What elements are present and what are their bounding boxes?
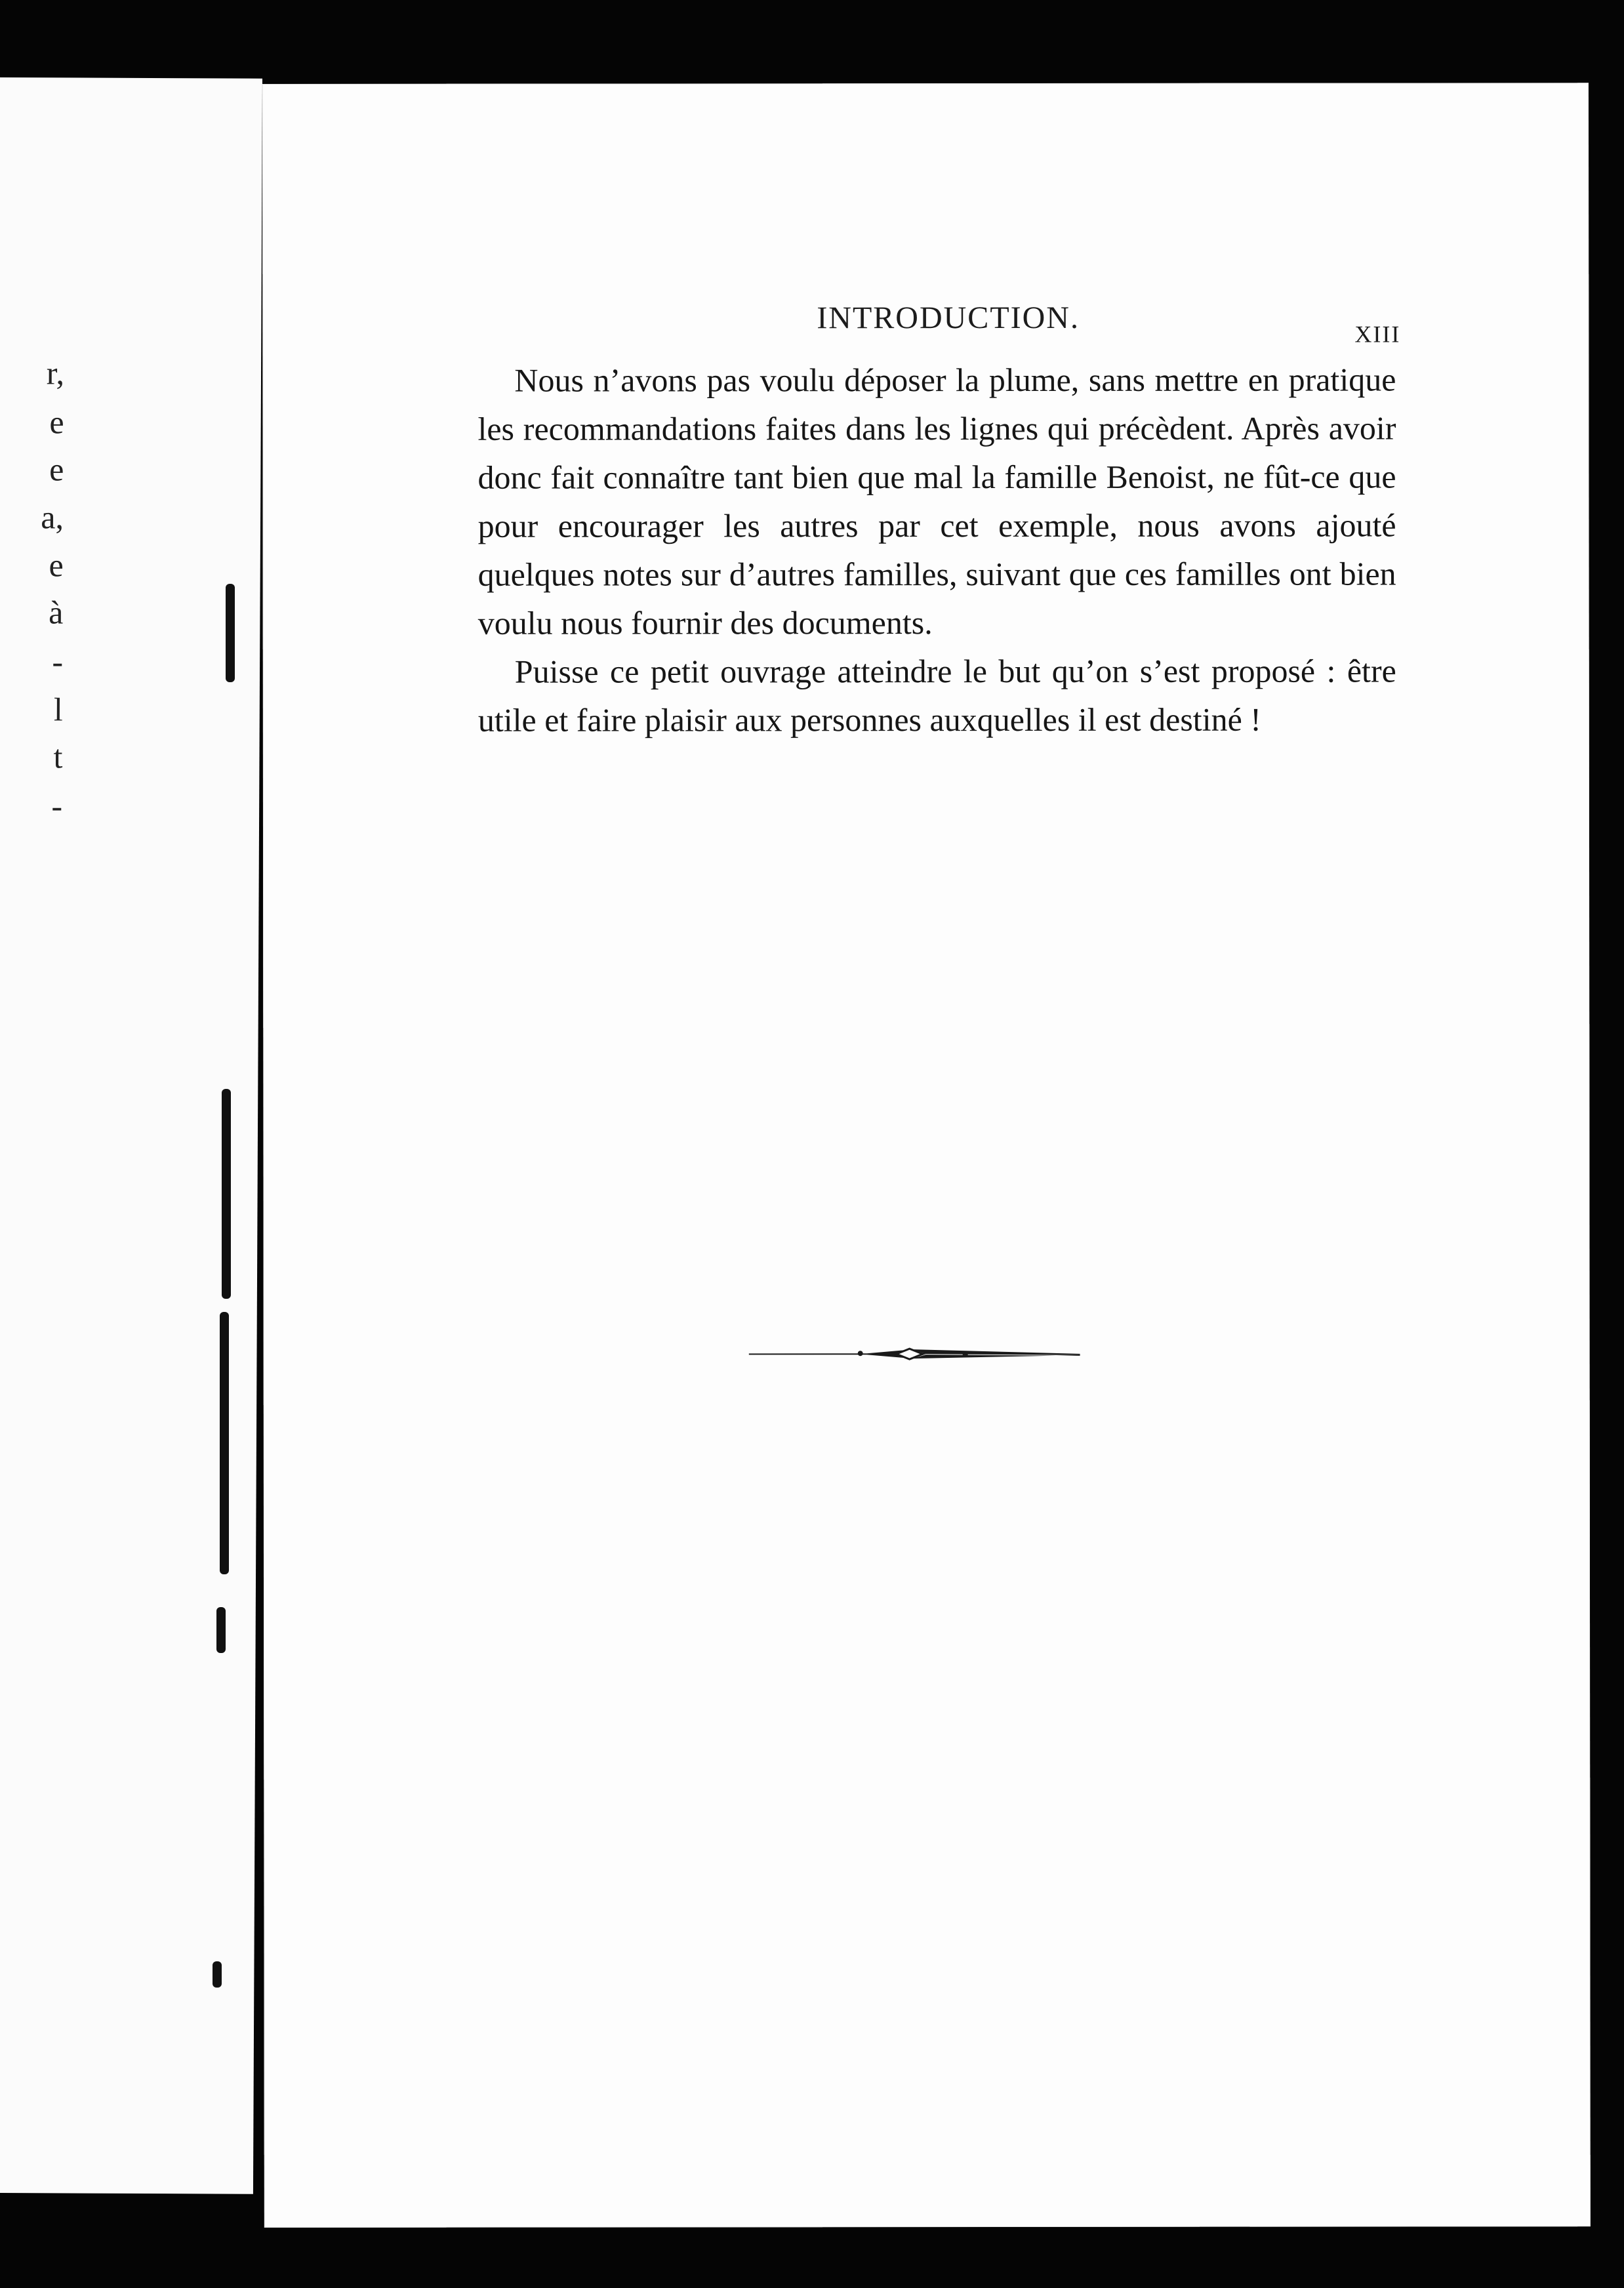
binding-thread: [213, 1961, 222, 1988]
paragraph: Puisse ce petit ouvrage atteindre le but qu’on s’est proposé : être utile et faire plaisir aux personnes auxquelles il est destiné !: [477, 652, 1396, 739]
paragraph: Nous n’avons pas voulu déposer la plume, sans mettre en pratique les recommandations faites dans les lignes qui précèdent. Après avoir donc fait connaître tant bien que mal la famille Benoist, ne fût-ce que pour encourager les autres par cet exemple, nous avons ajouté quelques notes sur d’autres familles, suivant que ces familles ont bien voulu nous fournir des documents.: [477, 361, 1396, 642]
running-head: INTRODUCTION.: [817, 300, 1080, 336]
left-page-char: -: [51, 787, 63, 825]
page-number: XIII: [1354, 321, 1401, 348]
binding-thread: [222, 1089, 231, 1299]
body-text: [477, 355, 1396, 744]
left-page-char: e: [49, 451, 64, 488]
tail-piece-ornament: [749, 1344, 1080, 1364]
left-page-char: t: [53, 738, 63, 775]
binding-thread: [226, 584, 235, 682]
left-page-char: l: [53, 691, 63, 728]
left-page-char: -: [52, 643, 64, 680]
binding-thread: [220, 1312, 229, 1574]
left-page-char: e: [49, 546, 64, 584]
left-page-char: a,: [41, 499, 64, 536]
left-page-char: r,: [46, 354, 65, 392]
left-page-char: à: [49, 594, 64, 631]
binding-thread: [216, 1607, 226, 1653]
left-page-char: e: [49, 403, 64, 441]
book-page: [262, 83, 1591, 2228]
